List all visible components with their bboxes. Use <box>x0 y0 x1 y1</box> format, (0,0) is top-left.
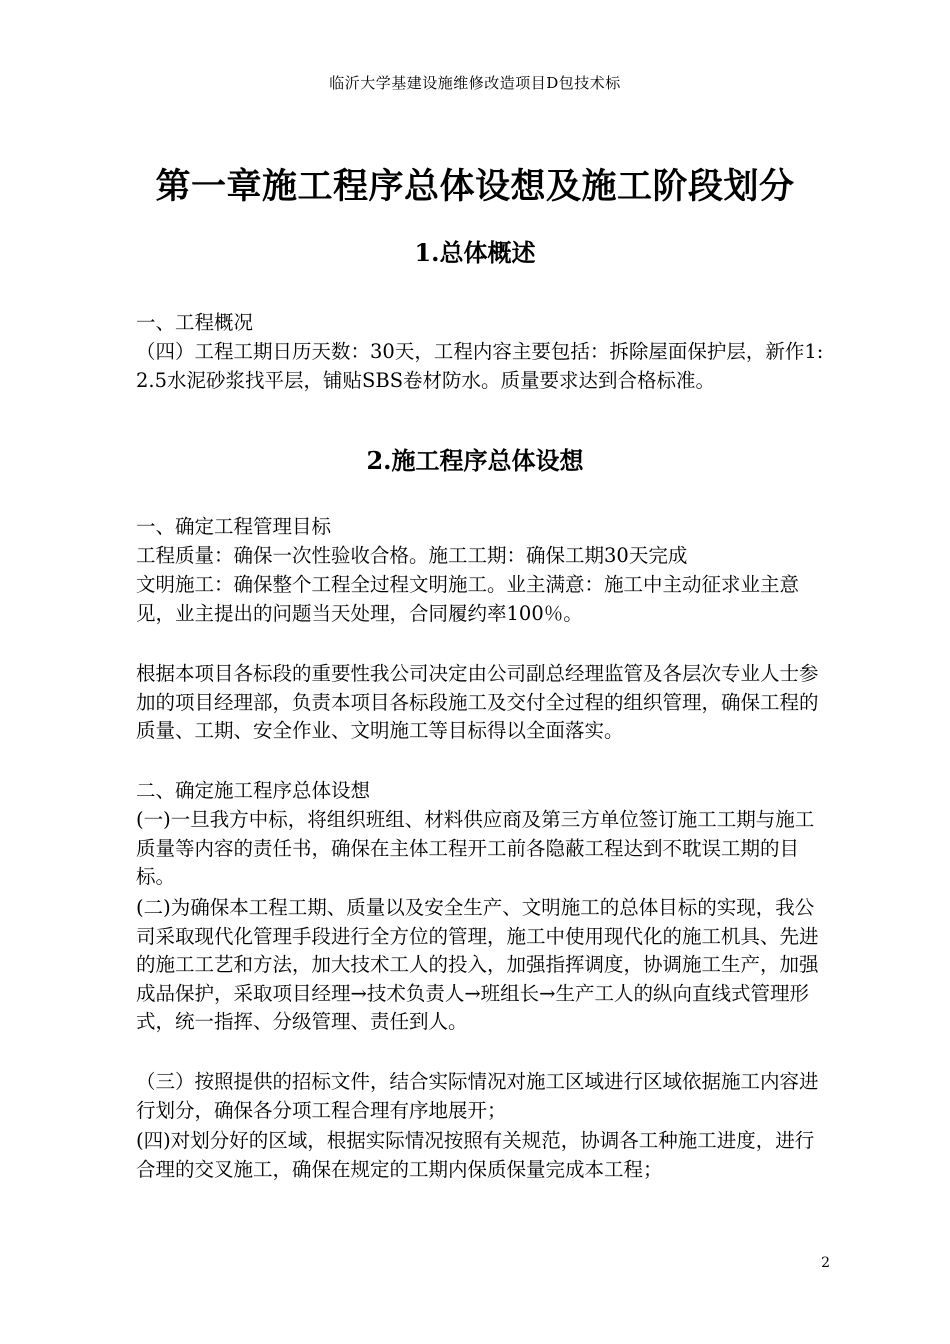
chapter-title: 第一章施工程序总体设想及施工阶段划分 <box>155 166 795 207</box>
paragraph-project-duration: （四）工程工期日历天数：30天，工程内容主要包括：拆除屋面保护层，新作1:2.5水泥砂浆找平层，铺贴SBS卷材防水。质量要求达到合格标准。 <box>136 340 824 392</box>
list-item-2: (二)为确保本工程工期、质量以及安全生产、文明施工的总体目标的实现，我公司采取现代化管理手段进行全方位的管理，施工中使用现代化的施工机具、先进的施工工艺和方法，加大技术工人的投入，加强指挥调度，协调施工生产，加强成品保护，采取项目经理→技术负责人→班组长→生产工人的纵向直线式管理形式，统一指挥、分级管理、责任到人。 <box>136 896 819 1033</box>
paragraph-project-organization: 根据本项目各标段的重要性我公司决定由公司副总经理监管及各层次专业人士参加的项目经理部，负责本项目各标段施工及交付全过程的组织管理，确保工程的质量、工期、安全作业、文明施工等目标得以全面落实。 <box>136 662 819 742</box>
list-item-4: (四)对划分好的区域，根据实际情况按照有关规范，协调各工种施工进度，进行合理的交叉施工，确保在规定的工期内保质保量完成本工程； <box>136 1129 815 1181</box>
goal-line-quality-schedule: 工程质量：确保一次性验收合格。施工工期：确保工期30天完成 <box>136 544 688 567</box>
sub-heading-management-goals: 一、确定工程管理目标 <box>136 515 332 538</box>
sub-heading-project-overview: 一、工程概况 <box>136 311 254 334</box>
goal-line-civilized-construction: 文明施工：确保整个工程全过程文明施工。业主满意：施工中主动征求业主意见，业主提出的问题当天处理，合同履约率100％。 <box>136 573 800 625</box>
list-item-1: (一)一旦我方中标，将组织班组、材料供应商及第三方单位签订施工工期与施工质量等内容的责任书，确保在主体工程开工前各隐蔽工程达到不耽误工期的目标。 <box>136 808 815 888</box>
section-heading-overview: 1.总体概述 <box>414 238 536 267</box>
running-header: 临沂大学基建设施维修改造项目D包技术标 <box>329 74 621 92</box>
section-heading-construction-plan: 2.施工程序总体设想 <box>366 446 584 475</box>
list-item-3: （三）按照提供的招标文件，结合实际情况对施工区域进行区域依据施工内容进行划分，确保各分项工程合理有序地展开； <box>136 1070 819 1122</box>
sub-heading-construction-sequence: 二、确定施工程序总体设想 <box>136 779 371 802</box>
page-number: 2 <box>821 1255 830 1271</box>
